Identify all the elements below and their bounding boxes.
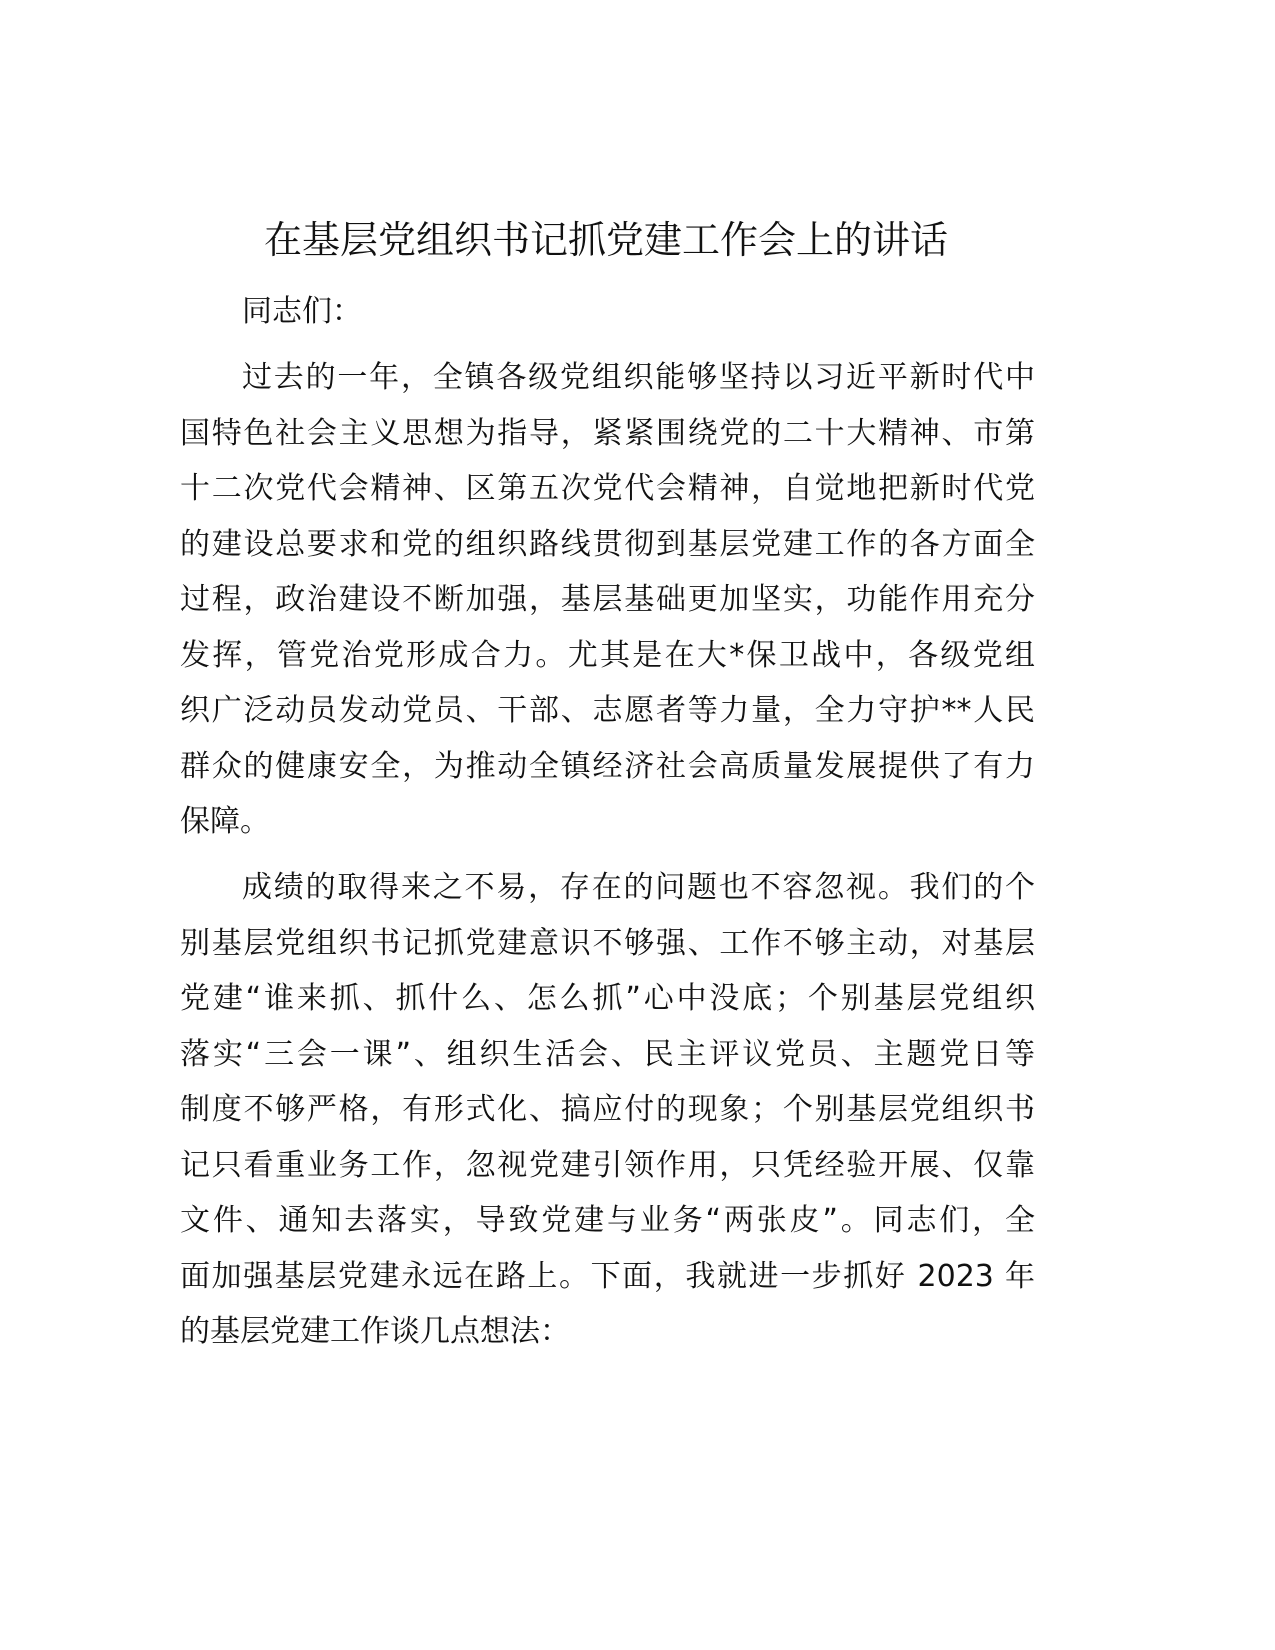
paragraph-line: 过程，政治建设不断加强，基层基础更加坚实，功能作用充分	[180, 582, 1035, 617]
paragraph-line: 文件、通知去落实，导致党建与业务“两张皮”。同志们，全	[180, 1203, 1035, 1238]
paragraph-problems	[180, 860, 1035, 1360]
paragraph-line: 十二次党代会精神、区第五次党代会精神，自觉地把新时代党	[180, 471, 1035, 506]
paragraph-line: 别基层党组织书记抓党建意识不够强、工作不够主动，对基层	[180, 925, 1035, 961]
paragraph-line: 国特色社会主义思想为指导，紧紧围绕党的二十大精神、市第	[180, 415, 1035, 451]
paragraph-line: 群众的健康安全，为推动全镇经济社会高质量发展提供了有力	[180, 748, 1035, 784]
paragraph-line: 的基层党建工作谈几点想法：	[180, 1314, 570, 1349]
paragraph-line: 落实“三会一课”、组织生活会、民主评议党员、主题党日等	[180, 1036, 1035, 1072]
paragraph-line: 成绩的取得来之不易，存在的问题也不容忽视。我们的个	[242, 870, 1035, 905]
paragraph-line: 面加强基层党建永远在路上。下面，我就进一步抓好 2023 年	[180, 1258, 1035, 1294]
paragraph-achievements	[180, 350, 1035, 850]
document-title: 在基层党组织书记抓党建工作会上的讲话	[263, 218, 948, 262]
paragraph-line: 记只看重业务工作，忽视党建引领作用，只凭经验开展、仅靠	[180, 1147, 1035, 1183]
paragraph-line: 党建“谁来抓、抓什么、怎么抓”心中没底；个别基层党组织	[180, 981, 1035, 1016]
paragraph-line: 过去的一年，全镇各级党组织能够坚持以习近平新时代中	[242, 360, 1035, 395]
paragraph-line: 保障。	[180, 804, 270, 839]
paragraph-line: 发挥，管党治党形成合力。尤其是在大*保卫战中，各级党组	[180, 637, 1035, 673]
paragraph-line: 制度不够严格，有形式化、搞应付的现象；个别基层党组织书	[180, 1092, 1035, 1127]
salutation: 同志们：	[242, 294, 362, 329]
paragraph-line: 织广泛动员发动党员、干部、志愿者等力量，全力守护**人民	[180, 693, 1035, 728]
paragraph-line: 的建设总要求和党的组织路线贯彻到基层党建工作的各方面全	[180, 526, 1035, 562]
